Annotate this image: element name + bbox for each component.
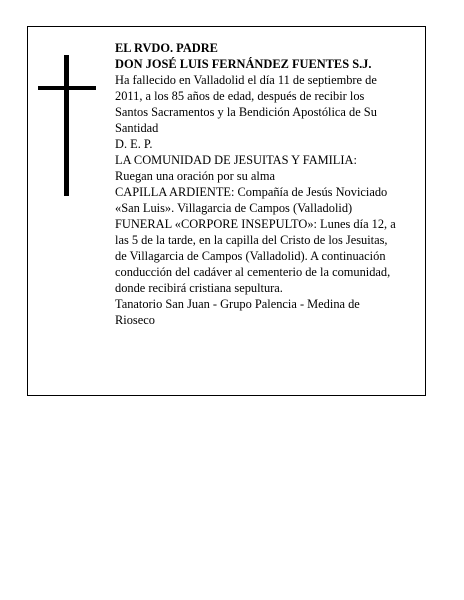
notice-line: «San Luis». Villagarcia de Campos (Valladolid) [115,201,353,215]
notice-line: Santidad [115,121,159,135]
notice-line: CAPILLA ARDIENTE: Compañía de Jesús Noviciado [115,185,388,199]
notice-line: conducción del cadáver al cementerio de la comunidad, [115,265,391,279]
notice-line: 2011, a los 85 años de edad, después de recibir los [115,89,365,103]
notice-line: Rioseco [115,313,155,327]
notice-line: Santos Sacramentos y la Bendición Apostólica de Su [115,105,377,119]
notice-line: Ruegan una oración por su alma [115,169,275,183]
notice-line: las 5 de la tarde, en la capilla del Cristo de los Jesuitas, [115,233,388,247]
latin-cross-icon [38,55,96,196]
notice-line: de Villagarcia de Campos (Valladolid). A continuación [115,249,386,263]
notice-heading-name: DON JOSÉ LUIS FERNÁNDEZ FUENTES S.J. [115,57,372,71]
notice-line: LA COMUNIDAD DE JESUITAS Y FAMILIA: [115,153,357,167]
notice-heading-title: EL RVDO. PADRE [115,41,218,55]
notice-line: FUNERAL «CORPORE INSEPULTO»: Lunes día 12, a [115,217,396,231]
notice-rip: D. E. P. [115,137,153,151]
cross-horizontal-bar [38,86,96,90]
notice-line: donde recibirá cristiana sepultura. [115,281,283,295]
notice-line: Tanatorio San Juan - Grupo Palencia - Medina de [115,297,360,311]
cross-vertical-bar [64,55,69,196]
notice-line: Ha fallecido en Valladolid el día 11 de septiembre de [115,73,377,87]
obituary-text [115,40,433,328]
